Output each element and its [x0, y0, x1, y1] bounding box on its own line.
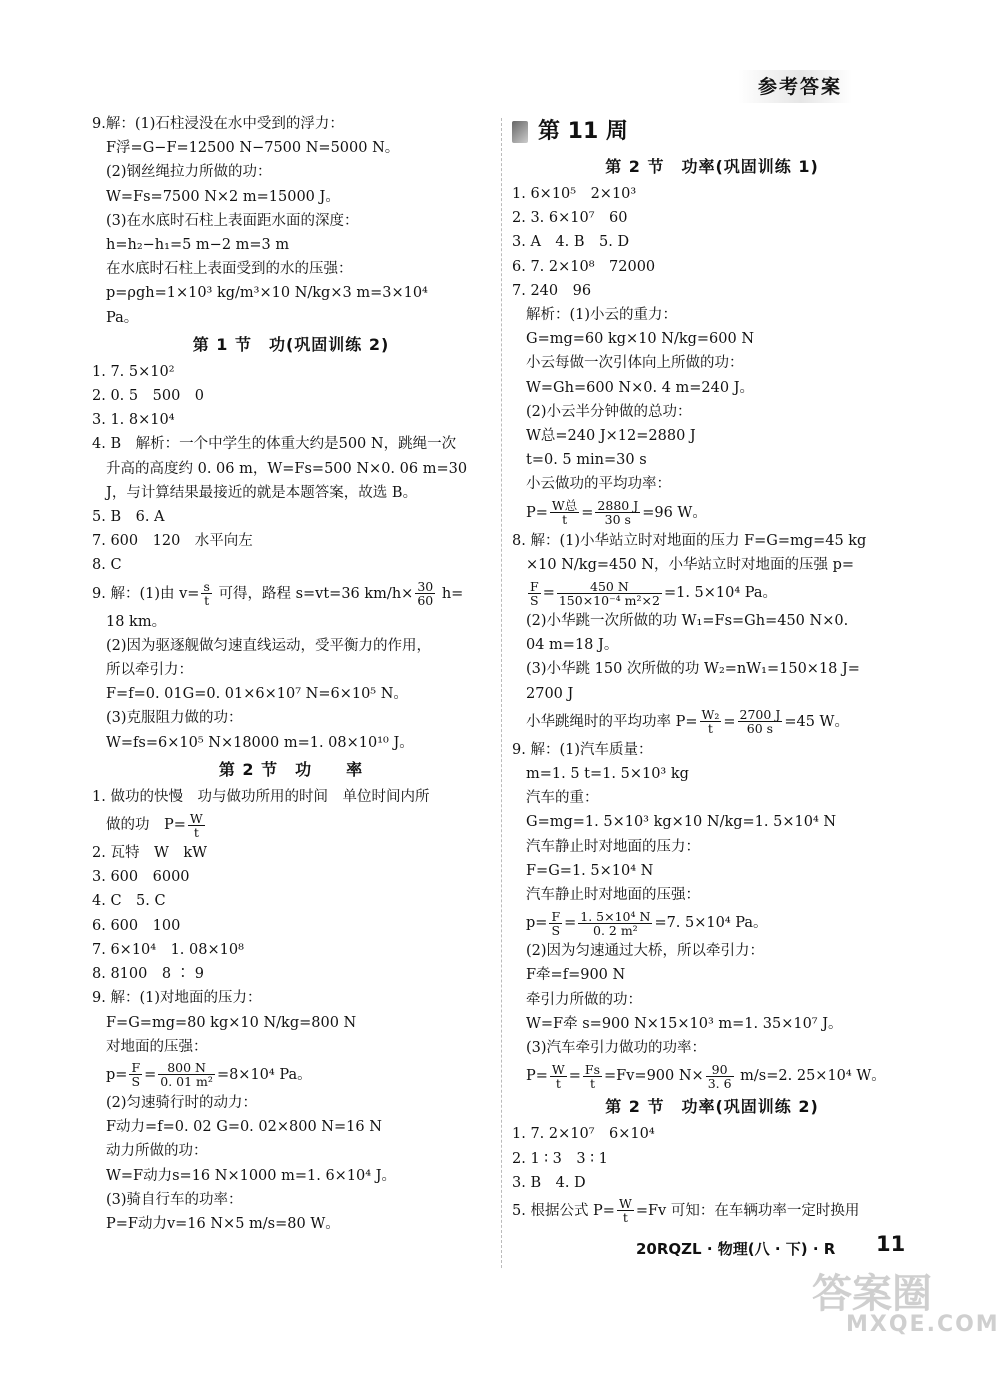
answer-line: 解析：(1)小云的重力： — [526, 307, 678, 324]
answer-line: 2. 瓦特 W kW — [92, 845, 208, 862]
section-heading: 第 1 节 功(巩固训练 2) — [192, 334, 390, 354]
answer-line: F牵=f=900 N — [526, 967, 626, 984]
answer-line: 对地面的压强： — [106, 1038, 208, 1055]
answer-line: F=G=1. 5×10⁴ N — [526, 862, 654, 879]
answer-line: W=Gh=600 N×0. 4 m=240 J。 — [526, 379, 755, 396]
answer-line: 小云做功的平均功率： — [526, 476, 671, 493]
answer-line: (3)在水底时石柱上表面距水面的深度： — [106, 212, 359, 229]
denominator: S — [530, 592, 539, 608]
answer-line: 2. 0. 5 500 0 — [92, 388, 205, 405]
answer-line: W=F牵 s=900 N×15×10³ m=1. 35×10⁷ J。 — [526, 1015, 843, 1032]
answer-line: F=G=mg=80 kg×10 N/kg=800 N — [106, 1014, 357, 1031]
answer-line: 1. 做功的快慢 功与做功所用的时间 单位时间内所 — [92, 788, 430, 805]
numerator: W总 — [551, 498, 578, 514]
fraction — [550, 499, 579, 526]
section-heading: 第 2 节 功 率 — [218, 759, 364, 779]
answer-line: h=h₂−h₁=5 m−2 m=3 m — [106, 237, 290, 254]
right-column — [512, 112, 912, 1227]
fraction — [188, 812, 205, 839]
denominator: t — [562, 512, 568, 528]
answer-line: F浮=G−F=12500 N−7500 N=5000 N。 — [106, 140, 400, 157]
fraction — [158, 1061, 215, 1088]
answer-line: 7. 600 120 水平向左 — [92, 533, 253, 550]
fraction — [415, 580, 435, 607]
answer-line: 9. 解：(1)对地面的压力： — [92, 990, 262, 1007]
answer-line: 牵引力所做的功： — [526, 991, 642, 1008]
fraction — [557, 580, 662, 607]
formula-line: $\frac{F}{S}$ = $\frac{450 N}{\text{150×10⁻⁴ m²×2}}$ =1. 5×10⁴ Pa。 — [530, 578, 778, 608]
numerator: 450 N — [557, 580, 662, 594]
answer-line: 6. 600 100 — [92, 917, 181, 934]
answer-line: (2)匀速骑行时的动力： — [106, 1094, 258, 1111]
answer-line: (3)骑自行车的功率： — [106, 1191, 243, 1208]
fraction — [528, 580, 541, 607]
answer-line: 7. 240 96 — [512, 282, 592, 299]
numerator: W — [618, 1196, 632, 1212]
numerator: 30 — [417, 579, 434, 595]
numerator: F — [551, 908, 561, 924]
answer-line: 2700 J — [526, 685, 574, 702]
answer-line: (2)因为匀速通过大桥，所以牵引力： — [526, 943, 765, 960]
numerator: W₂ — [701, 707, 720, 723]
answer-line: 3. A 4. B 5. D — [512, 234, 630, 251]
numerator: F — [131, 1060, 141, 1076]
answer-line: W总=240 J×12=2880 J — [526, 428, 696, 445]
denominator: S — [131, 1074, 141, 1090]
fraction — [738, 708, 783, 735]
formula-line: p= $\frac{F}{S}$ = $\frac{\text{1. 5×10⁴ N}}{\text{0. 2 m²}}$ =7. 5×10⁴ Pa。 — [526, 908, 768, 938]
fraction — [129, 1061, 142, 1088]
fraction — [550, 1063, 567, 1090]
fraction — [706, 1063, 734, 1090]
answer-line: 所以牵引力： — [106, 662, 193, 679]
fraction — [700, 708, 722, 735]
fraction — [578, 910, 652, 937]
answer-line: (2)钢丝绳拉力所做的功： — [106, 164, 272, 181]
answer-line: 1. 7. 5×10² — [92, 363, 175, 380]
section-heading: 第 2 节 功率(巩固训练 2) — [605, 1097, 819, 1117]
answer-line: 4. B 解析：一个中学生的体重大约是500 N，跳绳一次 — [92, 436, 457, 453]
answer-line: 8. C — [92, 557, 122, 574]
fraction — [583, 1063, 602, 1090]
answer-line: W=Fs=7500 N×2 m=15000 J。 — [106, 188, 340, 205]
answer-line: 04 m=18 J。 — [526, 637, 619, 654]
answer-line: (3)克服阻力做的功： — [106, 710, 243, 727]
answer-line: m=1. 5 t=1. 5×10³ kg — [526, 766, 689, 783]
answer-line: Pa。 — [106, 309, 139, 326]
denominator: t — [555, 1075, 561, 1091]
answer-line: F动力=f=0. 02 G=0. 02×800 N=16 N — [106, 1119, 382, 1136]
left-column — [92, 112, 490, 1236]
denominator: t — [193, 824, 199, 840]
answer-line: 1. 6×10⁵ 2×10³ — [512, 186, 637, 202]
answer-line: (2)小云半分钟做的总功： — [526, 403, 692, 420]
fraction — [549, 910, 562, 937]
answer-line: 6. 7. 2×10⁸ 72000 — [512, 258, 656, 275]
answer-line: 汽车的重： — [526, 790, 599, 807]
answer-line: 7. 6×10⁴ 1. 08×10⁸ — [92, 941, 244, 958]
denominator: S — [551, 922, 561, 938]
denominator: 0. 2 m² — [593, 922, 638, 938]
numerator: 1. 5×10⁴ N — [580, 908, 651, 924]
answer-line: 9. 解：(1)汽车质量： — [512, 741, 653, 758]
section-heading: 第 2 节 功率(巩固训练 1) — [605, 157, 819, 176]
answer-line: 9.解：(1)石柱浸没在水中受到的浮力： — [92, 116, 344, 132]
answer-line: 3. 1. 8×10⁴ — [92, 412, 175, 429]
denominator: 3. 6 — [707, 1075, 732, 1091]
formula-line: P= $\frac{W}{t}$ = $\frac{Fs}{t}$ =Fv=900 N× $\frac{90}{3. 6}$ m/s=2. 25×10⁴ W。 — [526, 1061, 886, 1091]
denominator: 60 s — [746, 721, 774, 737]
answer-line: (2)因为驱逐舰做匀速直线运动，受平衡力的作用， — [106, 637, 432, 654]
denominator: 60 — [417, 593, 434, 609]
denominator: t — [622, 1210, 628, 1226]
numerator: W — [551, 1061, 565, 1077]
formula-line: 做的功 P= $\frac{W}{t}$ — [106, 810, 203, 840]
answer-line: 2. 1 ∶ 3 3 ∶ 1 — [512, 1150, 608, 1167]
answer-line: 3. B 4. D — [512, 1174, 586, 1191]
fraction — [617, 1197, 634, 1224]
numerator: F — [530, 578, 539, 594]
answer-line: 2. 3. 6×10⁷ 60 — [512, 210, 628, 227]
answer-line: 小云每做一次引体向上所做的功： — [526, 355, 744, 372]
fraction — [595, 499, 640, 526]
denominator: t — [707, 721, 713, 737]
answer-line: 8. 解：(1)小华站立时对地面的压力 F=G=mg=45 kg — [512, 532, 867, 549]
answer-line: 8. 8100 8 ∶ 9 — [92, 966, 205, 983]
denominator: 150×10⁻⁴ m²×2 — [558, 592, 660, 608]
numerator: 800 N — [158, 1061, 215, 1075]
fraction — [201, 580, 211, 607]
numerator: W — [189, 810, 203, 826]
answer-line: 汽车静止时对地面的压强： — [526, 887, 700, 904]
answer-line: W=fs=6×10⁵ N×18000 m=1. 08×10¹⁰ J。 — [106, 734, 414, 751]
denominator: 0. 01 m² — [160, 1074, 213, 1090]
numerator: Fs — [584, 1061, 601, 1077]
answer-line: G=mg=60 kg×10 N/kg=600 N — [526, 331, 755, 348]
answer-line: J，与计算结果最接近的就是本题答案，故选 B。 — [106, 484, 418, 501]
answer-line: 5. B 6. A — [92, 509, 165, 526]
formula-line: 9. 解：(1)由 v= $\frac{s}{t}$ 可得，路程 s=vt=36 km/h× $\frac{30}{60}$ h= — [92, 579, 464, 609]
answer-line: (2)小华跳一次所做的功 W₁=Fs=Gh=450 N×0. — [526, 613, 849, 630]
answer-line: 在水底时石柱上表面受到的水的压强： — [106, 261, 353, 278]
numerator: s — [203, 579, 210, 595]
answer-line: p=ρgh=1×10³ kg/m³×10 N/kg×3 m=3×10⁴ — [106, 285, 428, 302]
answer-line: 3. 600 6000 — [92, 869, 190, 886]
answer-line: W=F动力s=16 N×1000 m=1. 6×10⁴ J。 — [106, 1167, 397, 1184]
answer-line: 1. 7. 2×10⁷ 6×10⁴ — [512, 1126, 655, 1143]
answer-line: 18 km。 — [106, 613, 167, 630]
answer-line: (3)小华跳 150 次所做的功 W₂=nW₁=150×18 J= — [526, 661, 860, 678]
formula-line: 5. 根据公式 P= $\frac{W}{t}$ =Fv 可知：在车辆功率一定时换用 — [512, 1196, 860, 1226]
page-number: 11 — [876, 1232, 906, 1256]
answer-line: F=f=0. 01G=0. 01×6×10⁷ N=6×10⁵ N。 — [106, 686, 408, 703]
week-heading: 第 11 周 — [512, 112, 912, 152]
answer-line: 4. C 5. C — [92, 893, 166, 910]
watermark-logo: 答案圈 MXQE.COM — [812, 1271, 1000, 1337]
answer-line: (3)汽车牵引力做功的功率： — [526, 1040, 707, 1057]
denominator: t — [204, 593, 210, 609]
answer-line: P=F动力v=16 N×5 m/s=80 W。 — [106, 1215, 340, 1232]
numerator: 2700 J — [739, 707, 781, 723]
numerator: 90 — [706, 1063, 734, 1077]
leaf-icon — [512, 121, 528, 143]
answer-line: t=0. 5 min=30 s — [526, 452, 647, 469]
book-code: 20RQZL · 物理(八 · 下) · R — [636, 1240, 836, 1258]
formula-line: 小华跳绳时的平均功率 P= $\frac{\text{W₂}}{t}$ = $\frac{2700 J}{60 s}$ =45 W。 — [526, 707, 849, 737]
denominator: t — [589, 1075, 595, 1091]
column-divider — [501, 118, 502, 1268]
answer-line: 汽车静止时对地面的压力： — [526, 838, 700, 855]
answer-line: 动力所做的功： — [106, 1143, 208, 1160]
answer-line: ×10 N/kg=450 N，小华站立时对地面的压强 p= — [526, 556, 855, 573]
formula-line: P= $\frac{\text{W总}}{t}$ = $\frac{2880 J}{30 s}$ =96 W。 — [526, 498, 707, 528]
answer-line: 升高的高度约 0. 06 m，W=Fs=500 N×0. 06 m=30 — [106, 460, 468, 477]
formula-line: p= $\frac{F}{S}$ = $\frac{800 N}{\text{0. 01 m²}}$ =8×10⁴ Pa。 — [106, 1060, 312, 1090]
answer-key-header: 参考答案 — [738, 70, 852, 103]
answer-line: G=mg=1. 5×10³ kg×10 N/kg=1. 5×10⁴ N — [526, 814, 837, 831]
numerator: 2880 J — [597, 498, 639, 514]
denominator: 30 s — [604, 512, 631, 528]
